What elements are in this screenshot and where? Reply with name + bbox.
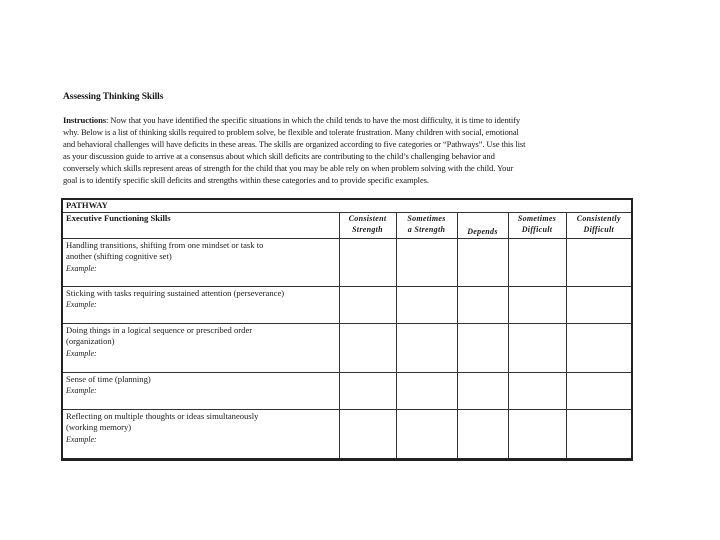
skill-text: (working memory) (66, 422, 132, 432)
rating-cell-sometimes-difficult[interactable] (508, 323, 566, 372)
instructions-line-2: why. Below is a list of thinking skills required to problem solve, be flexible and tolerate frustration. Many children with social, emotional (63, 127, 519, 137)
rating-cell-sometimes-difficult[interactable] (508, 372, 566, 409)
category-header: Executive Functioning Skills (62, 212, 339, 238)
rating-cell-sometimes-strength[interactable] (396, 372, 457, 409)
skill-text: another (shifting cognitive set) (66, 251, 172, 261)
column-header-line: Sometimes (517, 213, 557, 223)
rating-cell-consistently-difficult[interactable] (566, 409, 632, 459)
example-field[interactable]: Example: (66, 348, 97, 358)
rating-cell-consistent-strength[interactable] (339, 409, 396, 459)
skills-assessment-table (61, 198, 633, 461)
rating-cell-sometimes-difficult[interactable] (508, 409, 566, 459)
skill-cell (62, 372, 339, 409)
instructions-label: Instructions (63, 115, 106, 125)
rating-cell-consistent-strength[interactable] (339, 372, 396, 409)
table-row (62, 323, 632, 372)
rating-cell-consistently-difficult[interactable] (566, 286, 632, 323)
rating-cell-depends[interactable] (457, 372, 508, 409)
column-header-line: Consistently (576, 213, 621, 223)
column-header-line: Sometimes (407, 213, 446, 223)
column-header-sometimes-difficult (508, 212, 566, 238)
column-header-consistently-difficult (566, 212, 632, 238)
skill-cell (62, 323, 339, 372)
rating-cell-consistently-difficult[interactable] (566, 372, 632, 409)
rating-cell-sometimes-difficult[interactable] (508, 286, 566, 323)
skill-text: Handling transitions, shifting from one mindset or task to (66, 239, 264, 250)
rating-cell-sometimes-difficult[interactable] (508, 238, 566, 286)
skill-text: Sense of time (planning) (66, 373, 151, 384)
example-field[interactable]: Example: (66, 386, 97, 395)
instructions-separator: : (105, 115, 111, 125)
skill-cell (62, 409, 339, 459)
column-header-consistent-strength (339, 212, 396, 238)
rating-cell-depends[interactable] (457, 409, 508, 459)
skill-text: Sticking with tasks requiring sustained attention (perseverance) (66, 287, 285, 298)
table-row (62, 372, 632, 409)
instructions-line-4: as your discussion guide to arrive at a consensus about which skill deficits are contributing to the child’s challenging behavior and (63, 151, 495, 161)
column-header-line: Difficult (521, 224, 553, 234)
instructions-line-5: conversely which skills represent areas of strength for the child that you may be able rely on when problem solving with the child. Your (63, 163, 514, 173)
column-header-line: Difficult (583, 224, 615, 234)
pathway-label-cell (62, 199, 632, 212)
example-field[interactable]: Example: (66, 263, 97, 273)
rating-cell-sometimes-strength[interactable] (396, 238, 457, 286)
rating-cell-depends[interactable] (457, 323, 508, 372)
instructions-line-6: goal is to identify specific skill deficits and strengths within these categories and to provide specific examples. (63, 175, 429, 185)
page-title: Assessing Thinking Skills (63, 92, 164, 102)
rating-cell-sometimes-strength[interactable] (396, 286, 457, 323)
instructions-line-3: and behavioral challenges will have deficits in these areas. The skills are organized according to five categories or “Pathways”. Use this list (63, 139, 526, 149)
example-field[interactable]: Example: (66, 434, 97, 444)
instructions-paragraph (63, 114, 633, 186)
column-header-line: Strength (352, 224, 383, 234)
skill-text: Reflecting on multiple thoughts or ideas simultaneously (66, 410, 259, 421)
skill-cell (62, 286, 339, 323)
header-row (62, 212, 632, 238)
column-header-line: Depends (467, 226, 498, 236)
rating-cell-consistent-strength[interactable] (339, 323, 396, 372)
skill-text: (organization) (66, 336, 115, 346)
column-header-line: a Strength (407, 224, 446, 234)
rating-cell-sometimes-strength[interactable] (396, 409, 457, 459)
rating-cell-sometimes-strength[interactable] (396, 323, 457, 372)
column-header-depends (457, 212, 508, 238)
example-field[interactable]: Example: (66, 300, 97, 309)
instructions-line-1: Now that you have identified the specific situations in which the child tends to have the most difficulty, it is time to identify (110, 115, 521, 125)
rating-cell-consistent-strength[interactable] (339, 238, 396, 286)
rating-cell-consistently-difficult[interactable] (566, 238, 632, 286)
column-header-line: Consistent (348, 213, 387, 223)
pathway-label: PATHWAY (66, 200, 108, 210)
rating-cell-consistently-difficult[interactable] (566, 323, 632, 372)
table-row (62, 409, 632, 459)
skill-cell (62, 238, 339, 286)
table-row (62, 238, 632, 286)
pathway-row (62, 199, 632, 212)
skill-text: Doing things in a logical sequence or prescribed order (66, 324, 253, 335)
table-row (62, 286, 632, 323)
rating-cell-depends[interactable] (457, 286, 508, 323)
rating-cell-consistent-strength[interactable] (339, 286, 396, 323)
column-header-sometimes-strength (396, 212, 457, 238)
rating-cell-depends[interactable] (457, 238, 508, 286)
